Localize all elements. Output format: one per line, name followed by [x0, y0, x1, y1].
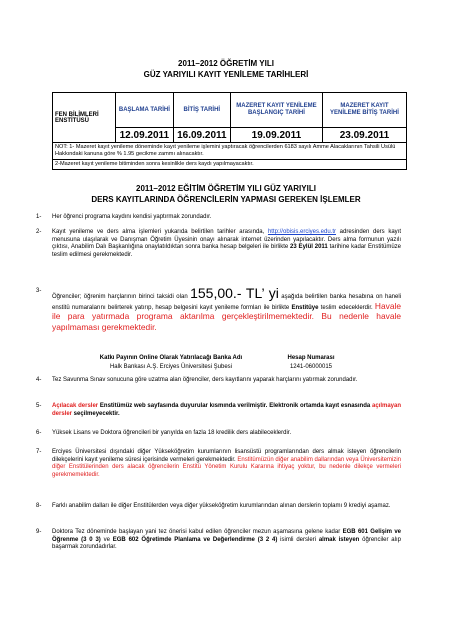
open-courses-label: Açılacak dersler	[52, 403, 99, 409]
closed-courses-label: açılmayan dersler	[52, 403, 402, 417]
title-line-2: GÜZ YARIYILI KAYIT YENİLEME TARİHLERİ	[143, 70, 309, 79]
item-text: tarihine kadar Enstitümüze teslim edilmesi gerekmektedir.	[52, 244, 401, 258]
optional-phrase: almak isteyen	[318, 536, 360, 543]
item-number: 3-	[36, 288, 42, 294]
list-item	[36, 285, 401, 333]
item-number: 1-	[36, 214, 42, 220]
course-egb601: EGB 601 Gelişim ve Öğrenme (3 0 3)	[52, 529, 401, 543]
exception-note: Enstitümüzün diğer anabilim dallarından veya Üniversitemizin diğer Enstitülerinden ders alacak öğrencilerin Enstitü Yönetim Kurulu Kararına ihtiyaç yoktur, bu nedenle dilekçe vermeleri gerekmemektedir.	[52, 456, 401, 478]
item-text: öğrenciler alıp başarmak zorundadırlar.	[52, 536, 401, 551]
section-title-line-2: DERS KAYITLARINDA ÖĞRENCİLERİN YAPMASI GEREKEN İŞLEMLER	[91, 195, 361, 204]
list-item	[36, 430, 401, 438]
item-number: 9-	[36, 529, 42, 535]
item-number: 5-	[36, 403, 42, 409]
obisis-link[interactable]: http://obisis.erciyes.edu.tr	[267, 229, 336, 235]
account-number: 1241-06000015	[289, 364, 333, 370]
list-item	[36, 214, 401, 222]
list-item	[36, 377, 401, 385]
list-item	[36, 529, 401, 552]
bank-name-header: Katkı Payının Online Olarak Yatırılacağı Banka Adı	[99, 355, 243, 361]
item-text: Her öğrenci programa kaydını kendisi yaptırmak zorundadır.	[52, 214, 212, 220]
list-item	[36, 403, 401, 418]
item-text: seçilmeyecektir.	[72, 410, 120, 417]
deadline-date: 23 Eylül 2011	[290, 244, 328, 251]
column-header: MAZERET KAYIT YENİLEME BİTİŞ TARİHİ	[322, 93, 406, 128]
item-text: Tez Savunma Sınav sonucuna göre uzatma alan öğrenciler, ders kayıtlarını yaparak harçlarını yatırmak zorundadır.	[52, 377, 358, 383]
item-number: 6-	[36, 430, 42, 436]
item-text: teslim edeceklerdir.	[318, 304, 375, 311]
list-item	[36, 503, 401, 511]
account-number-header: Hesap Numarası	[287, 355, 335, 361]
section-title-line-1: 2011–2012 EĞİTİM ÖĞRETİM YILI GÜZ YARIYILI	[136, 184, 316, 193]
item-text: ve	[100, 536, 113, 543]
institute-word: Enstitüye	[291, 304, 319, 311]
item-number: 2-	[36, 229, 42, 235]
title-line-1: 2011–2012 ÖĞRETİM YILI	[178, 59, 274, 68]
item-number: 4-	[36, 377, 42, 383]
bank-name: Halk Bankası A.Ş. Erciyes Üniversitesi Şubesi	[109, 364, 233, 370]
page-title	[0, 58, 452, 80]
item-text: Enstitümüz web sayfasında duyurular kısmında verilmiştir. Elektronik ortamda kayıt esnasında	[98, 403, 372, 409]
transfer-warning: Havale ile para yatırmada programa aktarılma gerçekleştirilmemektedir. Bu nedenle havale yapılmaması gerekmektedir.	[52, 300, 401, 332]
course-egb602: EGB 602 Öğretimde Planlama ve Değerlendirme (3 2 4)	[112, 536, 278, 543]
date-cell: 19.09.2011	[230, 128, 322, 143]
institute-name: FEN BİLİMLERİ ENSTİTÜSÜ	[53, 93, 116, 143]
item-text: aşağıda belirtilen banka hesabına on haneli enstitü numaralarını belirterek yatırıp, hesap belgesini kayıt yenileme formları ile birlikte	[52, 294, 401, 311]
item-number: 8-	[36, 503, 42, 509]
fee-amount: 155,00.- TL’ yi	[190, 285, 279, 301]
item-text: Doktora Tez döneminde başlayan yani tez önerisi kabul edilen öğrenciler mezun aşamasına gelene kadar	[52, 529, 343, 535]
column-header: MAZERET KAYIT YENİLEME BAŞLANGIÇ TARİHİ	[230, 93, 322, 128]
date-cell: 12.09.2011	[116, 128, 174, 143]
registration-dates-table	[52, 92, 407, 170]
item-text: Erciyes Üniversitesi dışındaki diğer Yükseköğretim kurumlarının lisansüstü programlarından ders almak isteyen öğrencilerin dilekçelerini kayıt yenileme süresi içerisinde vermeleri gerekmektedir.	[52, 449, 401, 463]
list-item	[36, 229, 401, 259]
item-text: Kayıt yenileme ve ders alma işlemleri yukarıda belirtilen tarihler arasında,	[52, 229, 265, 235]
date-cell: 16.09.2011	[173, 128, 230, 143]
date-cell: 23.09.2011	[322, 128, 406, 143]
column-header: BAŞLAMA TARİHİ	[116, 93, 174, 128]
item-text: Yüksek Lisans ve Doktora öğrencileri bir yarıyılda en fazla 18 kredilik ders alabileceklerdir.	[52, 430, 292, 436]
column-header: BİTİŞ TARİHİ	[173, 93, 230, 128]
table-note-2: 2-Mazeret kayıt yenileme bitiminden sonra kesinlikle ders kaydı yapılmayacaktır.	[53, 160, 407, 170]
item-text: adresinden ders kayıt menusuna ulaşılarak ve Danışman Öğretim Üyesinin onayı alınarak internet üzerinden yapılacaktır. Ders alma formunun yazılı çıktısı, Anabilim Dalı Başkanlığına onaylatıldıktan sonra banka hesap belgeleri ile birlikte	[52, 229, 401, 251]
item-text: isimli dersleri	[277, 536, 319, 543]
list-item	[36, 449, 401, 479]
table-note-1: NOT: 1- Mazeret kayıt yenileme döneminde kayıt yenileme işlemini yaptıracak öğrencilerden 6183 sayılı Amme Alacaklarının Tahsili Usülü Hakkındaki kanuna göre % 1.95 gecikme zammı alınacaktır.	[53, 143, 407, 160]
item-text: Öğrenciler; öğrenim harçlarının birinci taksidi olan	[52, 294, 191, 300]
item-number: 7-	[36, 449, 42, 455]
section-title	[0, 183, 452, 205]
item-text: Farklı anabilim dalları ile diğer Enstitülerden veya diğer yükseköğretim kurumlarından alınan derslerin toplamı 9 krediyi aşamaz.	[52, 503, 391, 509]
